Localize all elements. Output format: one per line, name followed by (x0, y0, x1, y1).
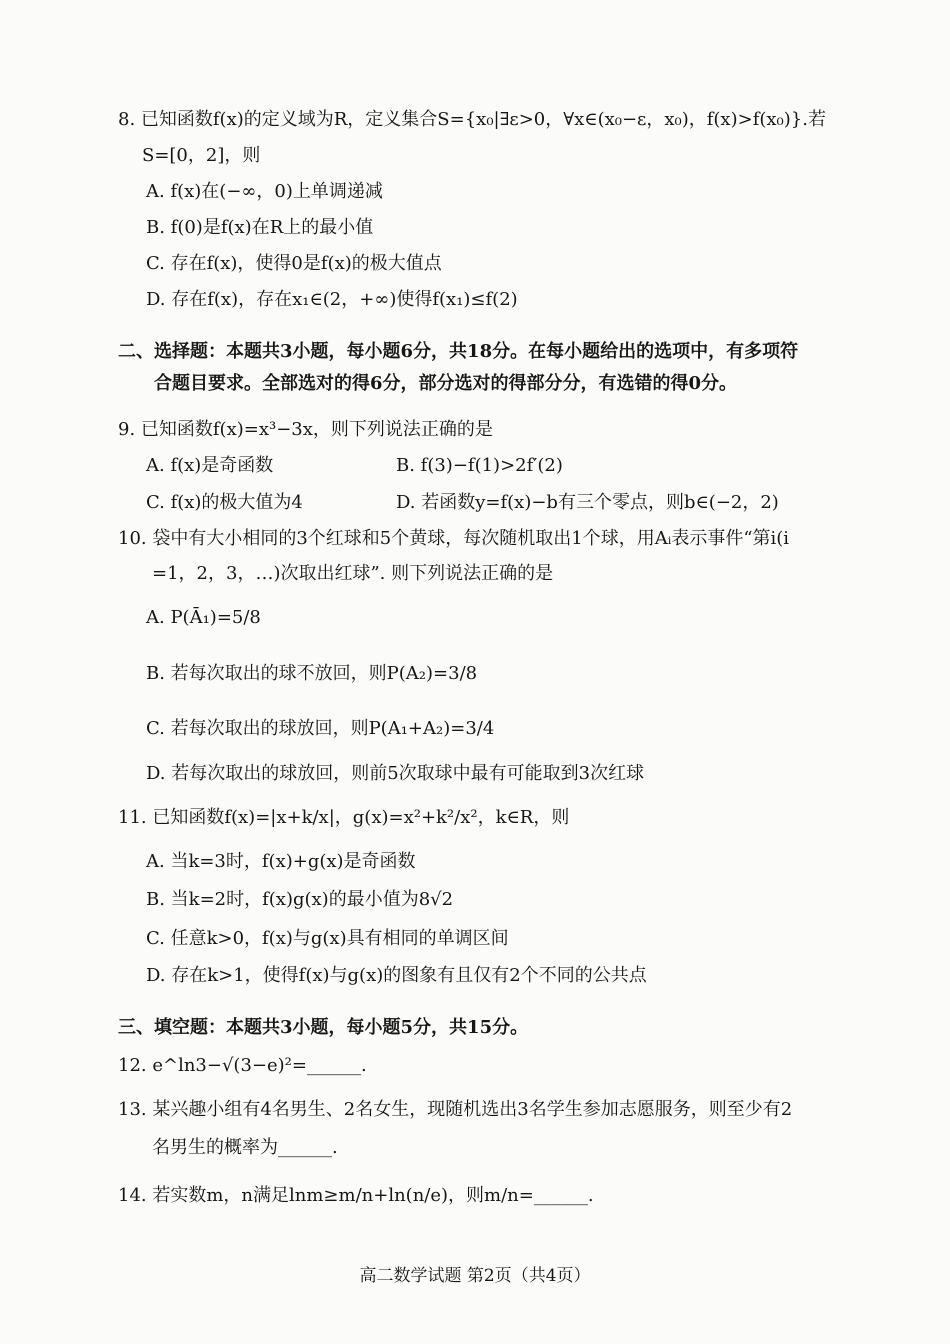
q10-stem-line2: =1，2，3，…)次取出红球”. 则下列说法正确的是 (152, 563, 554, 584)
q10-stem-line1: 10. 袋中有大小相同的3个红球和5个黄球，每次随机取出1个球，用Aᵢ表示事件“第i(i (118, 528, 790, 549)
q12-text: 12. e^ln3−√(3−e)²=______. (118, 1055, 367, 1076)
q11-option-a: A. 当k=3时，f(x)+g(x)是奇函数 (146, 851, 416, 872)
q9-option-c: C. f(x)的极大值为4 (146, 492, 303, 513)
q9-option-b: B. f(3)−f(1)>2f′(2) (396, 455, 563, 476)
q11-stem: 11. 已知函数f(x)=|x+k/x|，g(x)=x²+k²/x²，k∈R，则 (118, 807, 570, 828)
q13-line2: 名男生的概率为______. (152, 1137, 338, 1158)
q13-line1: 13. 某兴趣小组有4名男生、2名女生，现随机选出3名学生参加志愿服务，则至少有2 (118, 1099, 793, 1120)
q9-stem: 9. 已知函数f(x)=x³−3x，则下列说法正确的是 (118, 419, 493, 440)
q11-option-b: B. 当k=2时，f(x)g(x)的最小值为8√2 (146, 889, 454, 910)
section3-heading: 三、填空题：本题共3小题，每小题5分，共15分。 (118, 1017, 529, 1038)
q8-option-b: B. f(0)是f(x)在R上的最小值 (146, 217, 374, 238)
section2-heading-line1: 二、选择题：本题共3小题，每小题6分，共18分。在每小题给出的选项中，有多项符 (118, 341, 799, 362)
q9-option-d: D. 若函数y=f(x)−b有三个零点，则b∈(−2，2) (396, 492, 779, 513)
q8-option-d: D. 存在f(x)，存在x₁∈(2，+∞)使得f(x₁)≤f(2) (146, 289, 518, 310)
q10-option-a: A. P(Ā₁)=5/8 (146, 607, 261, 628)
page-footer: 高二数学试题 第2页（共4页） (359, 1266, 591, 1286)
q10-option-c: C. 若每次取出的球放回，则P(A₁+A₂)=3/4 (146, 718, 495, 739)
q8-option-c: C. 存在f(x)，使得0是f(x)的极大值点 (146, 253, 442, 274)
q11-option-c: C. 任意k>0，f(x)与g(x)具有相同的单调区间 (146, 928, 509, 949)
q10-option-b: B. 若每次取出的球不放回，则P(A₂)=3/8 (146, 663, 478, 684)
q14-text: 14. 若实数m，n满足lnm≥m/n+ln(n/e)，则m/n=______. (118, 1185, 594, 1206)
q8-option-a: A. f(x)在(−∞，0)上单调递减 (146, 181, 383, 202)
section2-heading-line2: 合题目要求。全部选对的得6分，部分选对的得部分分，有选错的得0分。 (154, 373, 738, 394)
q10-option-d: D. 若每次取出的球放回，则前5次取球中最有可能取到3次红球 (146, 763, 645, 784)
q8-stem-line2: S=[0，2]，则 (142, 145, 261, 166)
q8-stem-line1: 8. 已知函数f(x)的定义域为R，定义集合S={x₀|∃ε>0，∀x∈(x₀−ε，x₀)，f(x)>f(x₀)}.若 (118, 109, 826, 130)
q9-option-a: A. f(x)是奇函数 (146, 455, 274, 476)
q11-option-d: D. 存在k>1，使得f(x)与g(x)的图象有且仅有2个不同的公共点 (146, 965, 647, 986)
